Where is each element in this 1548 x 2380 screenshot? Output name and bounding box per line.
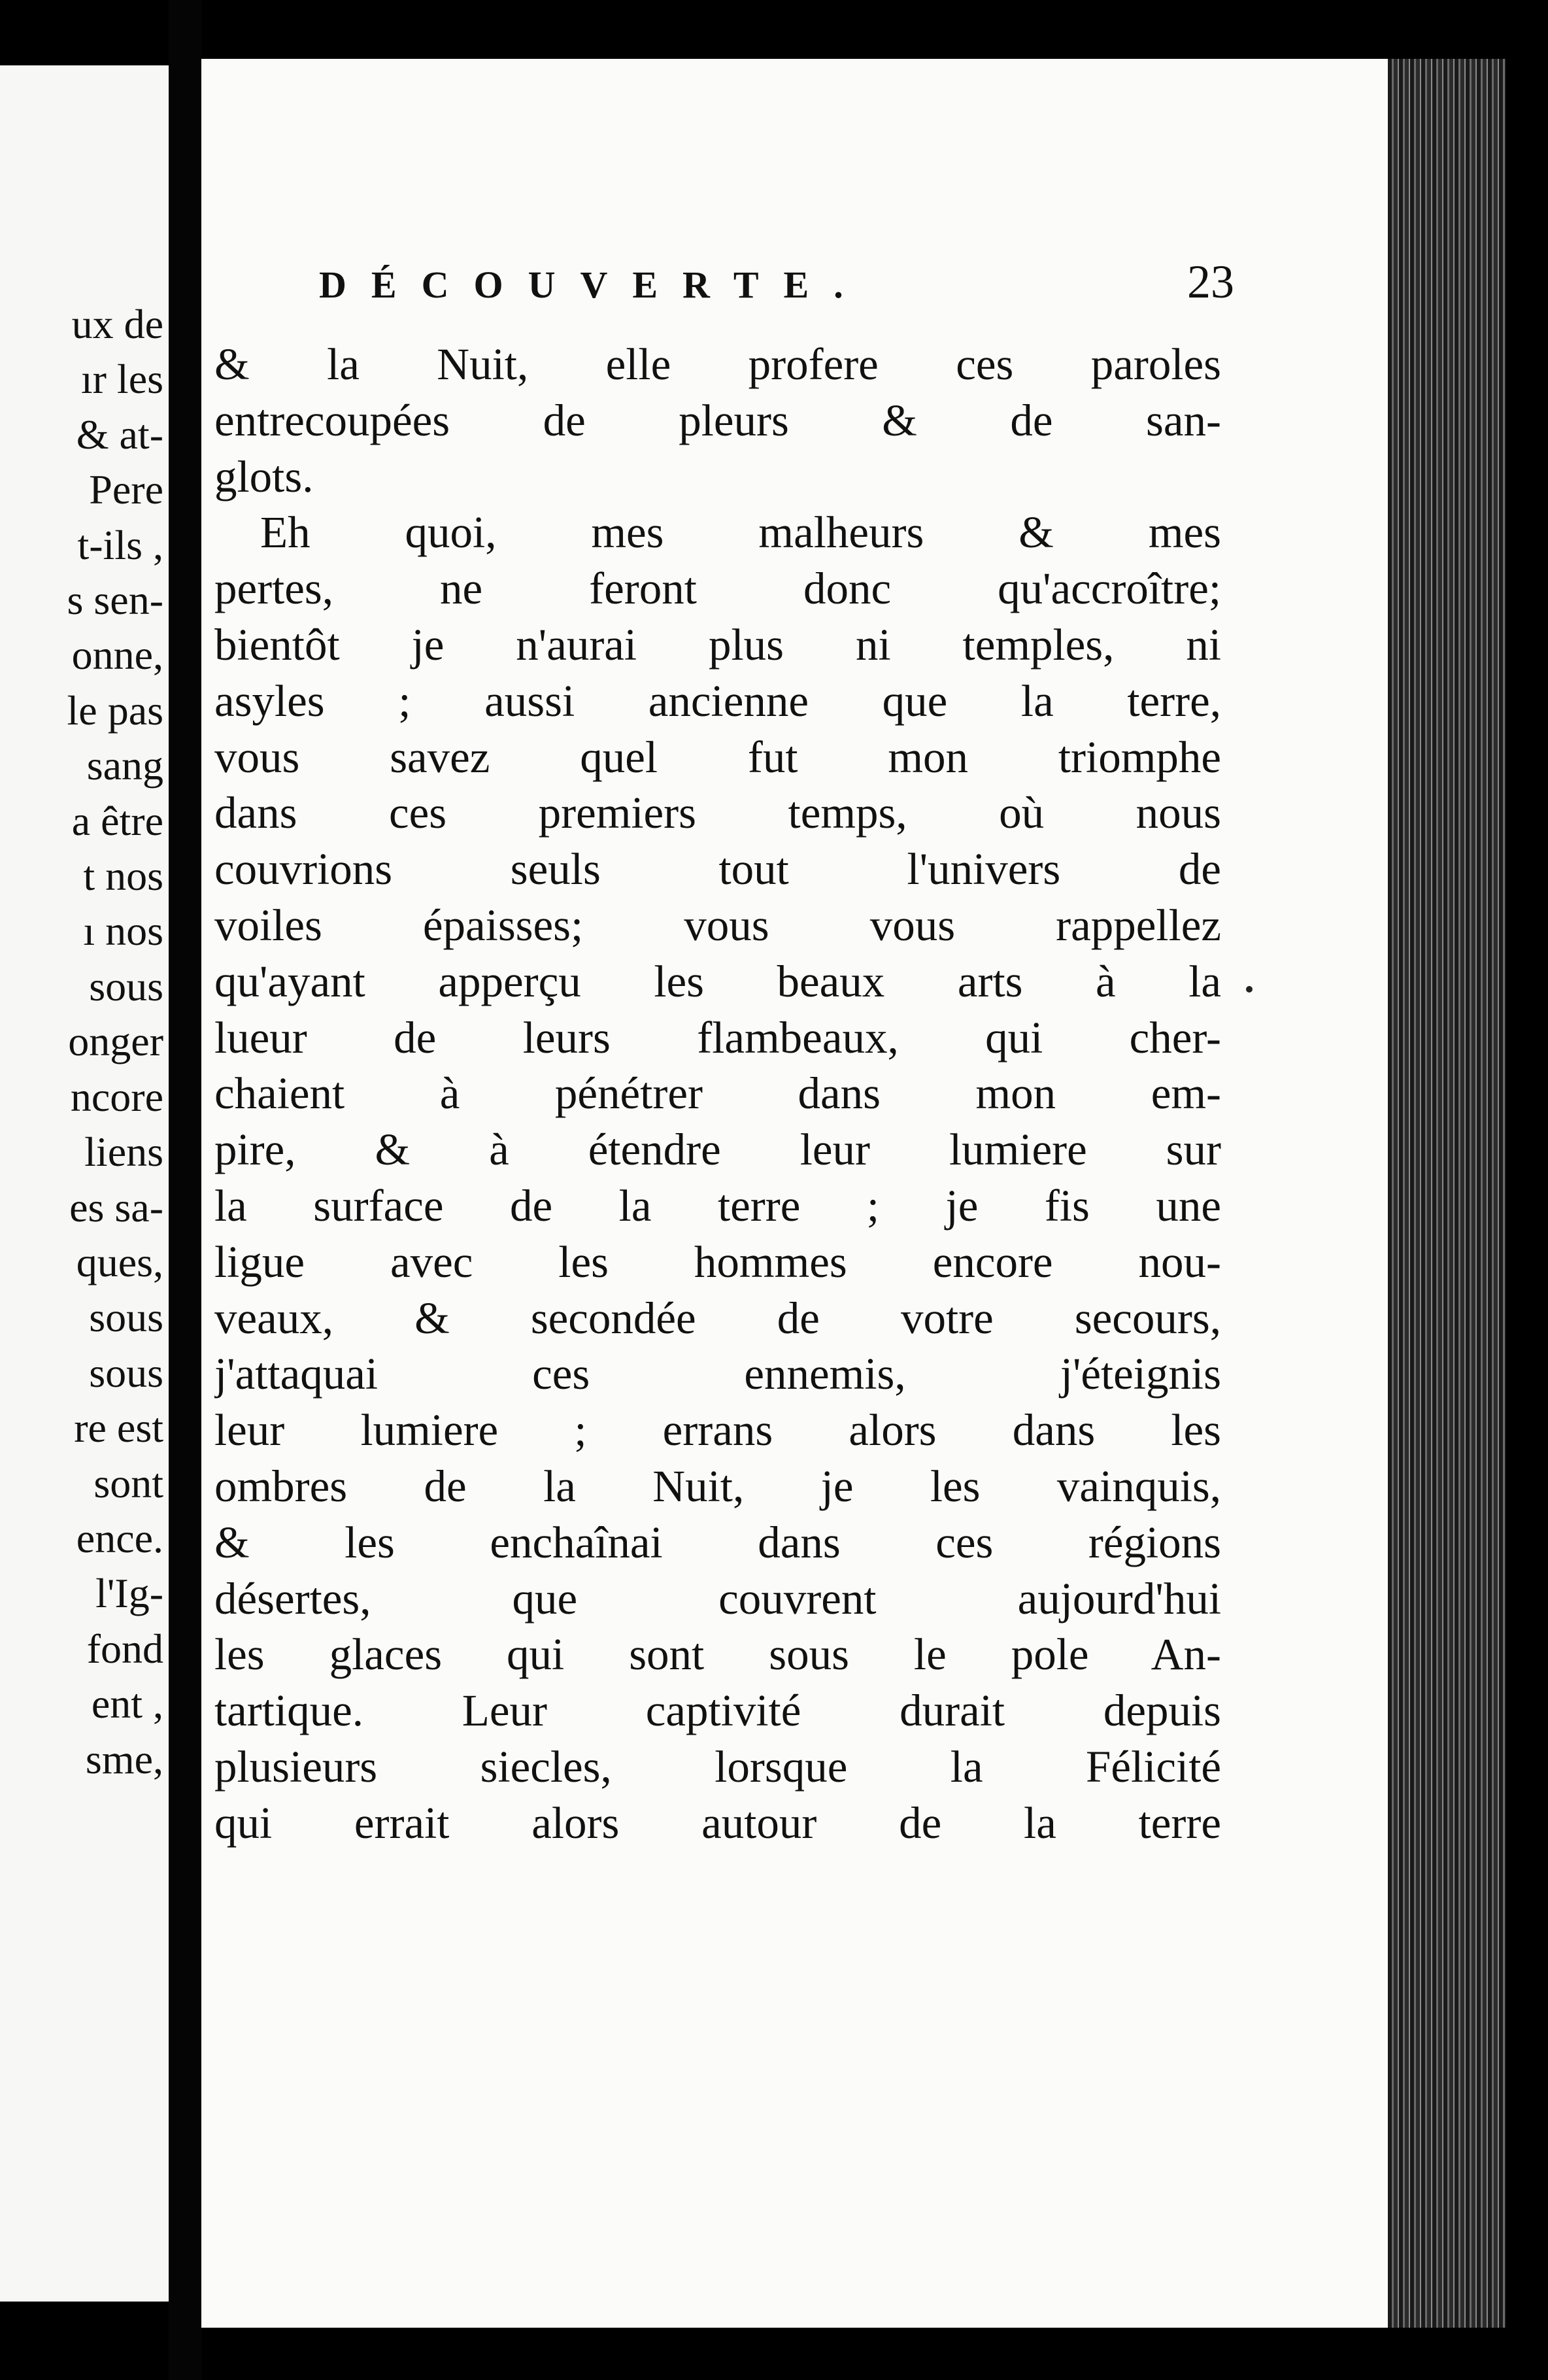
left-line: sme, [85,1735,163,1782]
left-page [0,65,169,2302]
text-line: pertes, ne feront donc qu'accroître; [214,564,1221,614]
left-line: ent , [91,1680,163,1727]
left-line: es sa- [69,1183,163,1231]
left-line: sang [86,742,163,789]
left-line: sous [89,1349,163,1396]
left-line: ux de [71,301,163,347]
left-line: s sen- [67,577,163,624]
text-line: leur lumiere ; errans alors dans les [214,1405,1221,1455]
body-text [214,337,1221,1852]
left-line: onne, [71,632,163,679]
text-line: j'attaquai ces ennemis, j'éteignis [214,1349,1221,1399]
left-page-text [67,297,163,1787]
running-head [319,255,1234,327]
running-title: DÉCOUVERTE. [319,264,868,306]
text-line: & la Nuit, elle profere ces paroles [214,339,1221,389]
text-line: les glaces qui sont sous le pole An- [214,1629,1221,1680]
left-line: sont [93,1459,163,1506]
text-line: ombres de la Nuit, je les vainquis, [214,1461,1221,1511]
left-line: sous [89,1294,163,1341]
left-line: & at- [76,411,163,458]
right-page [201,59,1388,2328]
text-line: pire, & à étendre leur lumiere sur [214,1125,1221,1175]
page-number: 23 [1187,256,1234,308]
left-line: l'Ig- [95,1570,163,1617]
text-line: veaux, & secondée de votre secours, [214,1293,1221,1343]
text-line: voiles épaisses; vous vous rappellez [214,900,1221,950]
text-line: couvrions seuls tout l'univers de [214,844,1221,894]
left-line: liens [84,1129,163,1176]
text-line: dans ces premiers temps, où nous [214,788,1221,838]
text-line: lueur de leurs flambeaux, qui cher- [214,1012,1221,1062]
left-line: re est [74,1404,163,1452]
left-line: onger [68,1018,163,1065]
left-line: t nos [83,853,163,900]
left-line: a être [71,797,163,844]
left-line: ence. [76,1514,163,1561]
left-line: ques, [76,1238,163,1285]
left-line: t-ils , [77,521,163,568]
left-line: ı nos [83,908,163,955]
ink-speck [1246,986,1253,993]
book-gutter [169,0,201,2380]
text-line: & les enchaînai dans ces régions [214,1517,1221,1567]
text-line: qu'ayant apperçu les beaux arts à la [214,956,1221,1006]
text-line: chaient à pénétrer dans mon em- [214,1068,1221,1119]
text-line: qui errait alors autour de la terre [214,1797,1221,1848]
left-line: Pere [89,466,163,513]
text-line: bientôt je n'aurai plus ni temples, ni [214,619,1221,670]
text-line: entrecoupées de pleurs & de san- [214,395,1221,445]
text-line: désertes, que couvrent aujourd'hui [214,1573,1221,1624]
left-line: ncore [70,1073,163,1120]
text-line: asyles ; aussi ancienne que la terre, [214,675,1221,726]
left-line: sous [89,962,163,1010]
text-line: ligue avec les hommes encore nou- [214,1236,1221,1287]
left-line: le pas [67,687,163,734]
text-line: tartique. Leur captivité durait depuis [214,1686,1221,1736]
left-line: ır les [80,356,163,403]
left-line: fond [86,1625,163,1672]
text-line: Eh quoi, mes malheurs & mes [260,507,1221,558]
text-line: glots. [214,451,314,502]
text-line: plusieurs siecles, lorsque la Félicité [214,1741,1221,1792]
text-line: vous savez quel fut mon triomphe [214,732,1221,782]
text-line: la surface de la terre ; je fis une [214,1180,1221,1231]
page-edges [1388,59,1506,2328]
